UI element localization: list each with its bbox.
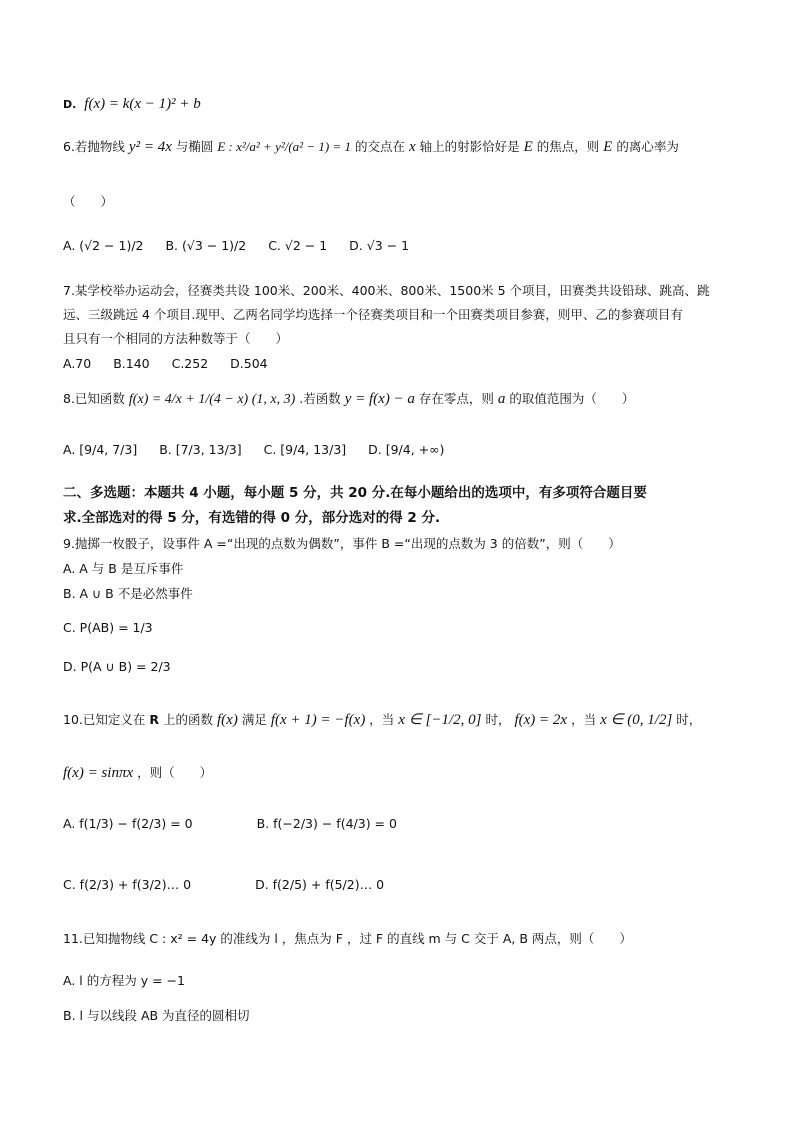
q9-option-d: D. P(A ∪ B) = 2/3 bbox=[63, 659, 171, 674]
q10-stem-c: 满足 bbox=[241, 712, 267, 727]
q6-paren: （ ） bbox=[63, 194, 114, 209]
q6-stem-f: 的离心率为 bbox=[616, 139, 679, 154]
q7-option-b: B.140 bbox=[113, 356, 150, 371]
q7-option-c: C.252 bbox=[171, 356, 209, 371]
q8-stem-b: .若函数 bbox=[299, 391, 341, 406]
q8-options bbox=[63, 444, 462, 457]
q7-line3: 且只有一个相同的方法种数等于（ ） bbox=[63, 331, 289, 346]
section2-line1: 二、多选题：本题共 4 小题，每小题 5 分，共 20 分.在每小题给出的选项中，有多项符合题目要 bbox=[63, 485, 647, 501]
q10-option-d: D. f(2/5) + f(5/2)… 0 bbox=[255, 877, 385, 892]
q10-line2-tail: ，则（ ） bbox=[137, 765, 213, 780]
q7-options bbox=[63, 358, 286, 371]
q11-option-b: B. l 与以线段 AB 为直径的圆相切 bbox=[63, 1008, 250, 1023]
q10-option-a: A. f(1/3) − f(2/3) = 0 bbox=[63, 816, 193, 831]
q6-E1: E bbox=[523, 139, 533, 155]
q9-option-a: A. A 与 B 是互斥事件 bbox=[63, 561, 184, 576]
q6-ellipse: E : x²/a² + y²/(a² − 1) = 1 bbox=[217, 139, 351, 154]
q6-x: x bbox=[408, 139, 416, 155]
q10-options-row2 bbox=[63, 879, 402, 892]
section2-line2: 求.全部选对的得 5 分，有选错的得 0 分，部分选对的得 2 分. bbox=[63, 510, 441, 526]
q7-option-a: A.70 bbox=[63, 356, 92, 371]
q9-option-b: B. A ∪ B 不是必然事件 bbox=[63, 586, 193, 601]
q6-option-c: C. √2 − 1 bbox=[268, 238, 328, 253]
q8-stem bbox=[63, 392, 634, 407]
q7-line1: 7.某学校举办运动会，径赛类共设 100米、200米、400米、800米、1500米 5 个项目，田赛类共设铅球、跳高、跳 bbox=[63, 283, 710, 298]
q10-options-row1 bbox=[63, 818, 415, 831]
q5-option-d bbox=[63, 97, 201, 112]
q6-E2: E bbox=[603, 139, 613, 155]
q8-option-a: A. [9/4, 7/3] bbox=[63, 442, 138, 457]
q9-option-c: C. P(AB) = 1/3 bbox=[63, 620, 153, 635]
q8-stem-c: 存在零点，则 bbox=[418, 391, 494, 406]
q6-options bbox=[63, 240, 427, 253]
q8-y: y = f(x) − a bbox=[344, 391, 415, 407]
q8-a-var: a bbox=[497, 391, 506, 407]
q10-stem bbox=[63, 713, 701, 728]
q11-option-a: A. l 的方程为 y = −1 bbox=[63, 973, 185, 988]
q10-rel: f(x + 1) = −f(x) bbox=[270, 712, 366, 728]
q6-stem-a: 6.若抛物线 bbox=[63, 139, 125, 154]
q6-stem-e: 的焦点，则 bbox=[536, 139, 600, 154]
q10-R: R bbox=[149, 712, 160, 727]
q6-option-d: D. √3 − 1 bbox=[349, 238, 410, 253]
q10-line2 bbox=[63, 766, 212, 781]
q10-f1: f(x) = 2x bbox=[514, 712, 568, 728]
q8-stem-d: 的取值范围为（ ） bbox=[509, 391, 635, 406]
q10-stem-e: 时， bbox=[485, 712, 511, 727]
q8-option-b: B. [7/3, 13/3] bbox=[159, 442, 242, 457]
q5-option-d-label: D. bbox=[63, 98, 77, 111]
q10-option-c: C. f(2/3) + f(3/2)… 0 bbox=[63, 877, 192, 892]
q7-line2: 远、三级跳远 4 个项目.现甲、乙两名同学均选择一个径赛类项目和一个田赛类项目参赛，则甲、乙的参赛项目有 bbox=[63, 307, 683, 322]
q10-stem-b: 上的函数 bbox=[163, 712, 214, 727]
q10-stem-f: ，当 bbox=[571, 712, 597, 727]
q6-stem-c: 的交点在 bbox=[354, 139, 405, 154]
q5-option-d-expr: f(x) = k(x − 1)² + b bbox=[84, 96, 201, 112]
q10-stem-g: 时， bbox=[676, 712, 702, 727]
q6-option-b: B. (√3 − 1)/2 bbox=[165, 238, 247, 253]
q7-option-d: D.504 bbox=[230, 356, 268, 371]
q8-option-c: C. [9/4, 13/3] bbox=[263, 442, 347, 457]
q11-stem: 11.已知抛物线 C : x² = 4y 的准线为 l ，焦点为 F ，过 F 的直线 m 与 C 交于 A, B 两点，则（ ） bbox=[63, 931, 632, 946]
q8-stem-a: 8.已知函数 bbox=[63, 391, 125, 406]
q8-func: f(x) = 4/x + 1/(4 − x) (1, x, 3) bbox=[128, 392, 296, 407]
q10-line2-expr: f(x) = sinπx bbox=[63, 765, 134, 781]
q6-stem-b: 与椭圆 bbox=[175, 139, 214, 154]
q6-stem bbox=[63, 140, 679, 155]
q10-fx: f(x) bbox=[217, 712, 238, 728]
q9-stem: 9.抛掷一枚骰子，设事件 A =“出现的点数为偶数”，事件 B =“出现的点数为 3 的倍数”，则（ ） bbox=[63, 536, 621, 551]
q6-option-a: A. (√2 − 1)/2 bbox=[63, 238, 144, 253]
q10-stem-a: 10.已知定义在 bbox=[63, 712, 146, 727]
q10-option-b: B. f(−2/3) − f(4/3) = 0 bbox=[256, 816, 397, 831]
q10-stem-d: ，当 bbox=[369, 712, 395, 727]
q10-int1: x ∈ [−1/2, 0] bbox=[398, 712, 482, 728]
q10-int2: x ∈ (0, 1/2] bbox=[600, 712, 673, 728]
q6-stem-d: 轴上的射影恰好是 bbox=[419, 139, 520, 154]
q6-parabola: y² = 4x bbox=[128, 139, 172, 155]
q8-option-d: D. [9/4, +∞) bbox=[368, 442, 445, 457]
